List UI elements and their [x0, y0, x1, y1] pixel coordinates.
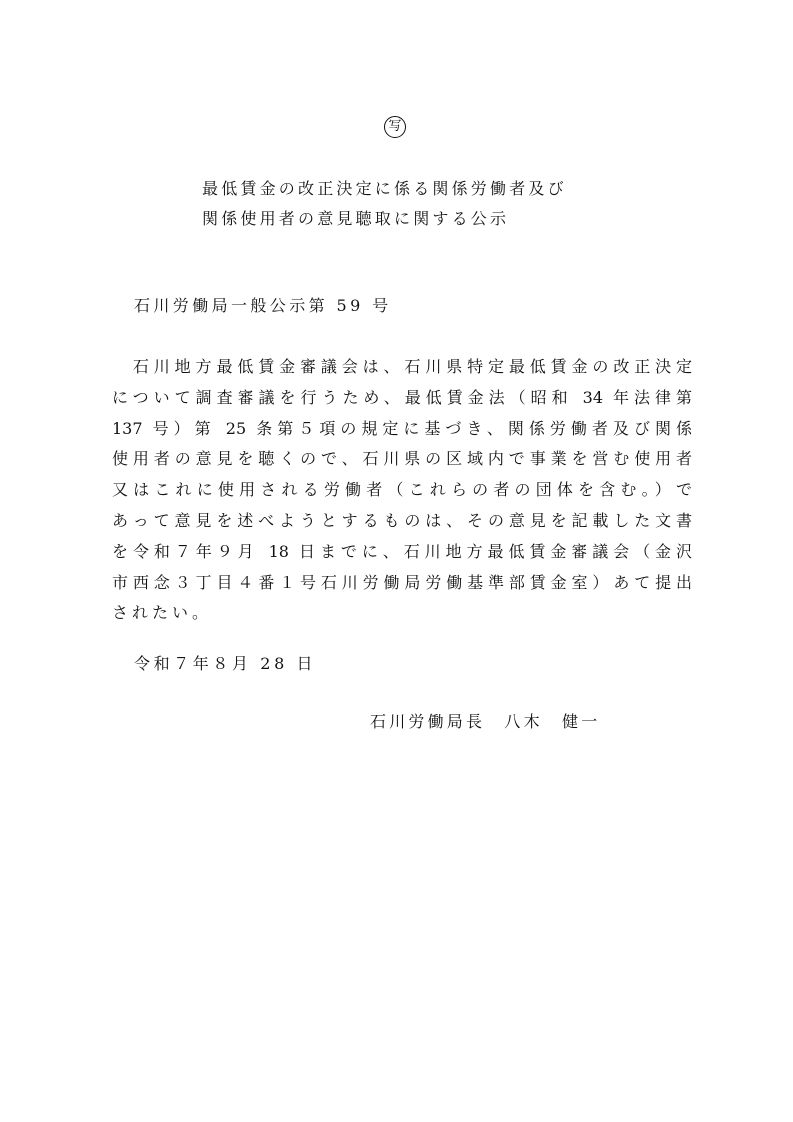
copy-stamp: 写	[384, 116, 406, 138]
body-line: を令和７年９月 18 日までに、石川地方最低賃金審議会（金沢	[112, 541, 692, 561]
title-line-2: 関係使用者の意見聴取に関する公示	[202, 209, 510, 228]
document-title	[202, 174, 567, 234]
body-line: 市西念３丁目４番１号石川労働局労働基準部賃金室）あて提出	[112, 572, 692, 592]
notice-body	[112, 352, 692, 629]
body-line: 使用者の意見を聴くので、石川県の区域内で事業を営む使用者	[112, 449, 692, 469]
notice-number: 石川労働局一般公示第 59 号	[134, 296, 392, 315]
title-line-1: 最低賃金の改正決定に係る関係労働者及び	[202, 179, 567, 198]
body-line: 石川地方最低賃金審議会は、石川県特定最低賃金の改正決定	[112, 357, 692, 376]
body-line: されたい。	[112, 603, 213, 623]
body-line: あって意見を述べようとするものは、その意見を記載した文書	[112, 510, 692, 530]
signatory: 石川労働局長 八木 健一	[370, 712, 601, 731]
body-line: 又はこれに使用される労働者（これらの者の団体を含む。）で	[112, 480, 692, 500]
body-line: について調査審議を行うため、最低賃金法（昭和 34 年法律第	[112, 387, 692, 407]
issue-date: 令和７年８月 28 日	[134, 654, 317, 673]
body-line: 137 号）第 25 条第５項の規定に基づき、関係労働者及び関係	[112, 418, 692, 438]
